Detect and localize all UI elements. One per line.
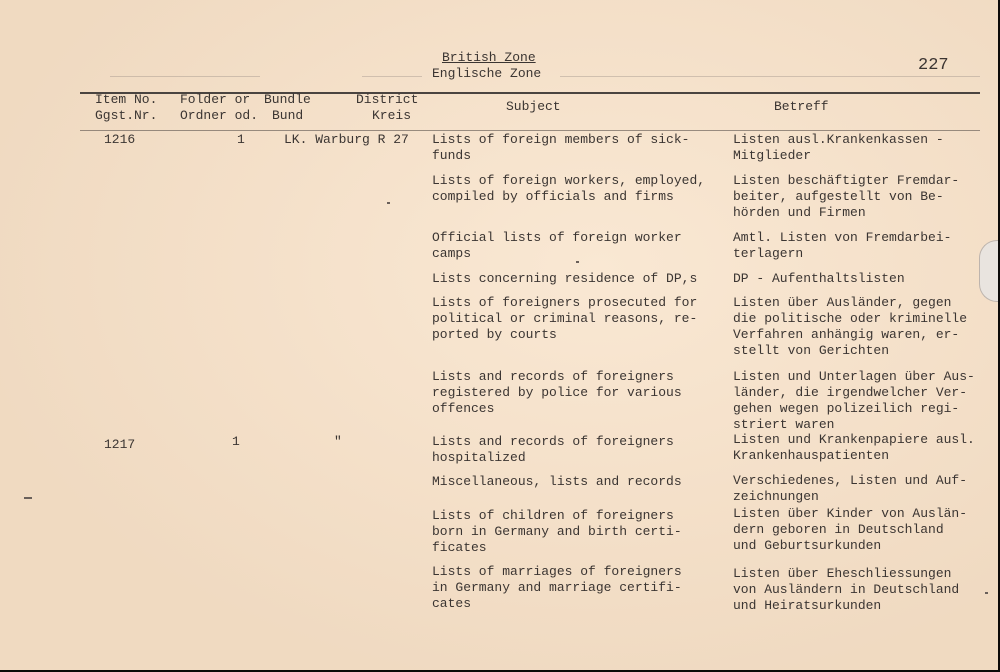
subject-de-line: Mitglieder [733,148,812,163]
col-folder: Folder or [180,92,251,107]
col-betreff: Betreff [774,99,829,114]
subject-en-line: Lists of marriages of foreigners [432,564,682,579]
ink-speck [387,202,390,204]
subject-en-line: offences [432,401,495,416]
subject-de-line: DP - Aufenthaltslisten [733,271,905,286]
col-district-de: Kreis [372,108,412,123]
subject-de-line: Verschiedenes, Listen und Auf- [733,473,968,488]
col-bundle: Bundle [264,92,311,107]
subject-de-line: zeichnungen [733,489,819,504]
page-tab-edge [979,240,998,302]
subject-en-line: Lists of foreigners prosecuted for [432,295,698,310]
subject-en-line: camps [432,246,472,261]
subject-en-line: Lists concerning residence of DP,s [432,271,698,286]
subject-en-line: political or criminal reasons, re- [432,311,698,326]
subject-de-line: und Geburtsurkunden [733,538,882,553]
district-ditto: " [334,434,342,449]
item-number: 1217 [104,437,136,452]
subject-en-line: born in Germany and birth certi- [432,524,682,539]
col-district: District [356,92,419,107]
item-number: 1216 [104,132,136,147]
subject-en-line: Lists and records of foreigners [432,369,674,384]
district-name: LK. Warburg R 27 [284,132,409,147]
subject-en-line: ported by courts [432,327,557,342]
subject-de-line: von Ausländern in Deutschland [733,582,960,597]
ink-speck [985,592,988,594]
subject-de-line: beiter, aufgestellt von Be- [733,189,944,204]
subject-en-line: Lists of children of foreigners [432,508,674,523]
col-folder-de: Ordner od. [180,108,259,123]
col-subject: Subject [506,99,561,114]
ghost-mark [560,76,980,77]
subject-de-line: Listen und Krankenpapiere ausl. [733,432,975,447]
subject-de-line: Listen beschäftigter Fremdar- [733,173,960,188]
subject-en-line: cates [432,596,472,611]
subject-de-line: dern geboren in Deutschland [733,522,944,537]
subject-de-line: und Heiratsurkunden [733,598,882,613]
header-bottom-rule [80,130,980,131]
subject-en-line: compiled by officials and firms [432,189,674,204]
subject-en-line: in Germany and marriage certifi- [432,580,682,595]
subject-de-line: Listen über Eheschliessungen [733,566,952,581]
folder-number: 1 [237,132,245,147]
subject-en-line: funds [432,148,472,163]
subject-en-line: Lists of foreign workers, employed, [432,173,706,188]
subject-de-line: stellt von Gerichten [733,343,890,358]
subject-de-line: Verfahren anhängig waren, er- [733,327,960,342]
subject-de-line: hörden und Firmen [733,205,866,220]
subject-en-line: registered by police for various [432,385,682,400]
subject-de-line: Listen über Kinder von Auslän- [733,506,968,521]
col-bundle-de: Bund [272,108,304,123]
page-number: 227 [918,56,949,75]
subject-de-line: Listen und Unterlagen über Aus- [733,369,975,384]
subject-de-line: striert waren [733,417,835,432]
subject-de-line: Amtl. Listen von Fremdarbei- [733,230,952,245]
col-item-no-de: Ggst.Nr. [95,108,158,123]
subject-en-line: Official lists of foreign worker [432,230,682,245]
subject-en-line: hospitalized [432,450,526,465]
subject-de-line: Listen ausl.Krankenkassen - [733,132,944,147]
subject-de-line: Krankenhauspatienten [733,448,890,463]
subject-de-line: länder, die irgendwelcher Ver- [733,385,968,400]
subject-en-line: Lists of foreign members of sick- [432,132,690,147]
subject-de-line: Listen über Ausländer, gegen [733,295,952,310]
subject-en-line: ficates [432,540,487,555]
zone-title-english: British Zone [442,50,536,65]
ghost-mark [362,76,422,77]
subject-en-line: Lists and records of foreigners [432,434,674,449]
folder-number: 1 [232,434,240,449]
col-item-no: Item No. [95,92,158,107]
subject-de-line: gehen wegen polizeilich regi- [733,401,960,416]
zone-title-german: Englische Zone [432,66,542,81]
subject-de-line: die politische oder kriminelle [733,311,968,326]
subject-en-line: Miscellaneous, lists and records [432,474,682,489]
ink-speck [576,261,579,263]
margin-mark [24,497,32,499]
subject-de-line: terlagern [733,246,804,261]
ghost-mark [110,76,260,77]
